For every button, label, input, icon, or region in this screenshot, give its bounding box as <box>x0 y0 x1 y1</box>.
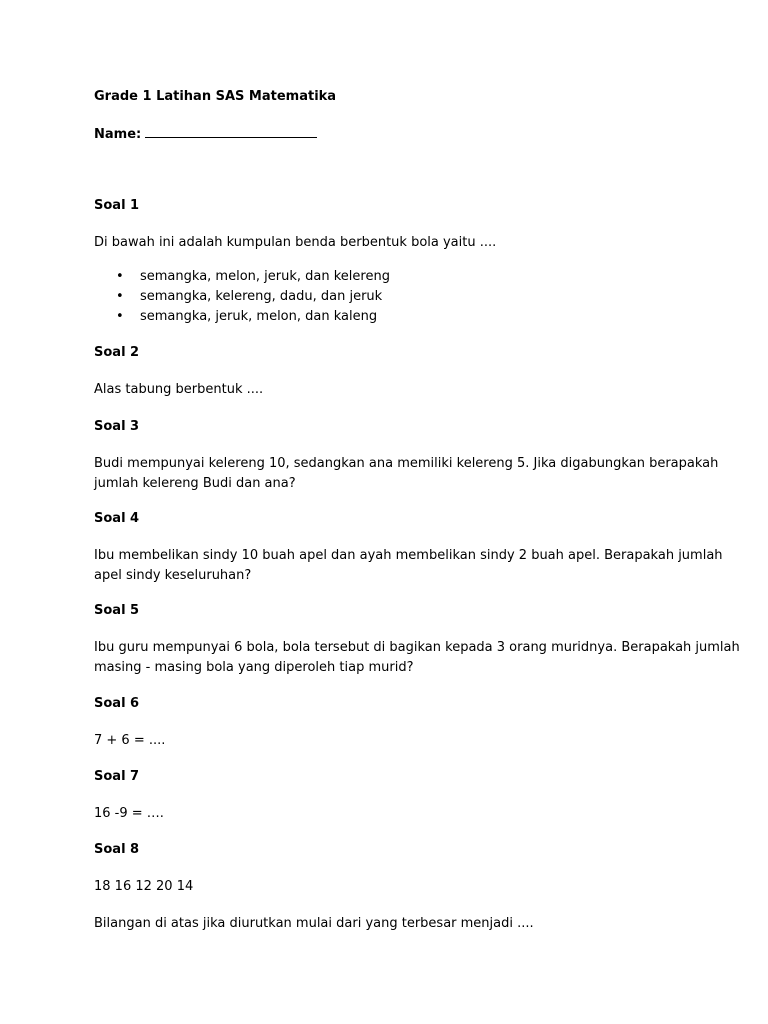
question-8-numbers: 18 16 12 20 14 <box>94 879 194 894</box>
name-label: Name: <box>94 127 142 142</box>
question-2-text: Alas tabung berbentuk .... <box>94 382 264 397</box>
option-item <box>94 287 390 307</box>
bullet-icon: • <box>116 289 124 304</box>
question-6-text: 7 + 6 = .... <box>94 733 166 748</box>
name-field <box>94 123 317 145</box>
question-1-label: Soal 1 <box>94 198 140 213</box>
question-7-text: 16 -9 = …. <box>94 806 164 821</box>
question-5-text-line-1: Ibu guru mempunyai 6 bola, bola tersebut di bagikan kepada 3 orang muridnya. Berapakah jumlah <box>94 640 740 655</box>
question-4-text-line-2: apel sindy keseluruhan? <box>94 568 252 583</box>
question-5-label: Soal 5 <box>94 603 140 618</box>
question-3-text-line-2: jumlah kelereng Budi dan ana? <box>94 476 296 491</box>
question-7-label: Soal 7 <box>94 769 140 784</box>
question-5-text-line-2: masing - masing bola yang diperoleh tiap murid? <box>94 660 414 675</box>
option-item <box>94 307 390 327</box>
option-text: semangka, kelereng, dadu, dan jeruk <box>140 289 383 304</box>
option-text: semangka, melon, jeruk, dan kelereng <box>140 269 390 284</box>
question-3-label: Soal 3 <box>94 419 140 434</box>
question-8-label: Soal 8 <box>94 842 140 857</box>
option-text: semangka, jeruk, melon, dan kaleng <box>140 309 378 324</box>
question-2-label: Soal 2 <box>94 345 140 360</box>
question-8-text: Bilangan di atas jika diurutkan mulai dari yang terbesar menjadi .... <box>94 916 534 931</box>
question-6-label: Soal 6 <box>94 696 140 711</box>
document-title: Grade 1 Latihan SAS Matematika <box>94 89 337 104</box>
option-item <box>94 267 390 287</box>
question-1-text: Di bawah ini adalah kumpulan benda berbentuk bola yaitu .... <box>94 235 497 250</box>
bullet-icon: • <box>116 269 124 284</box>
question-4-label: Soal 4 <box>94 511 140 526</box>
name-blank-line <box>145 123 317 138</box>
question-1-options <box>94 267 390 327</box>
question-4-text-line-1: Ibu membelikan sindy 10 buah apel dan ayah membelikan sindy 2 buah apel. Berapakah jumlah <box>94 548 723 563</box>
question-3-text-line-1: Budi mempunyai kelereng 10, sedangkan ana memiliki kelereng 5. Jika digabungkan berapakah <box>94 456 719 471</box>
document-page <box>94 0 740 1024</box>
bullet-icon: • <box>116 309 124 324</box>
